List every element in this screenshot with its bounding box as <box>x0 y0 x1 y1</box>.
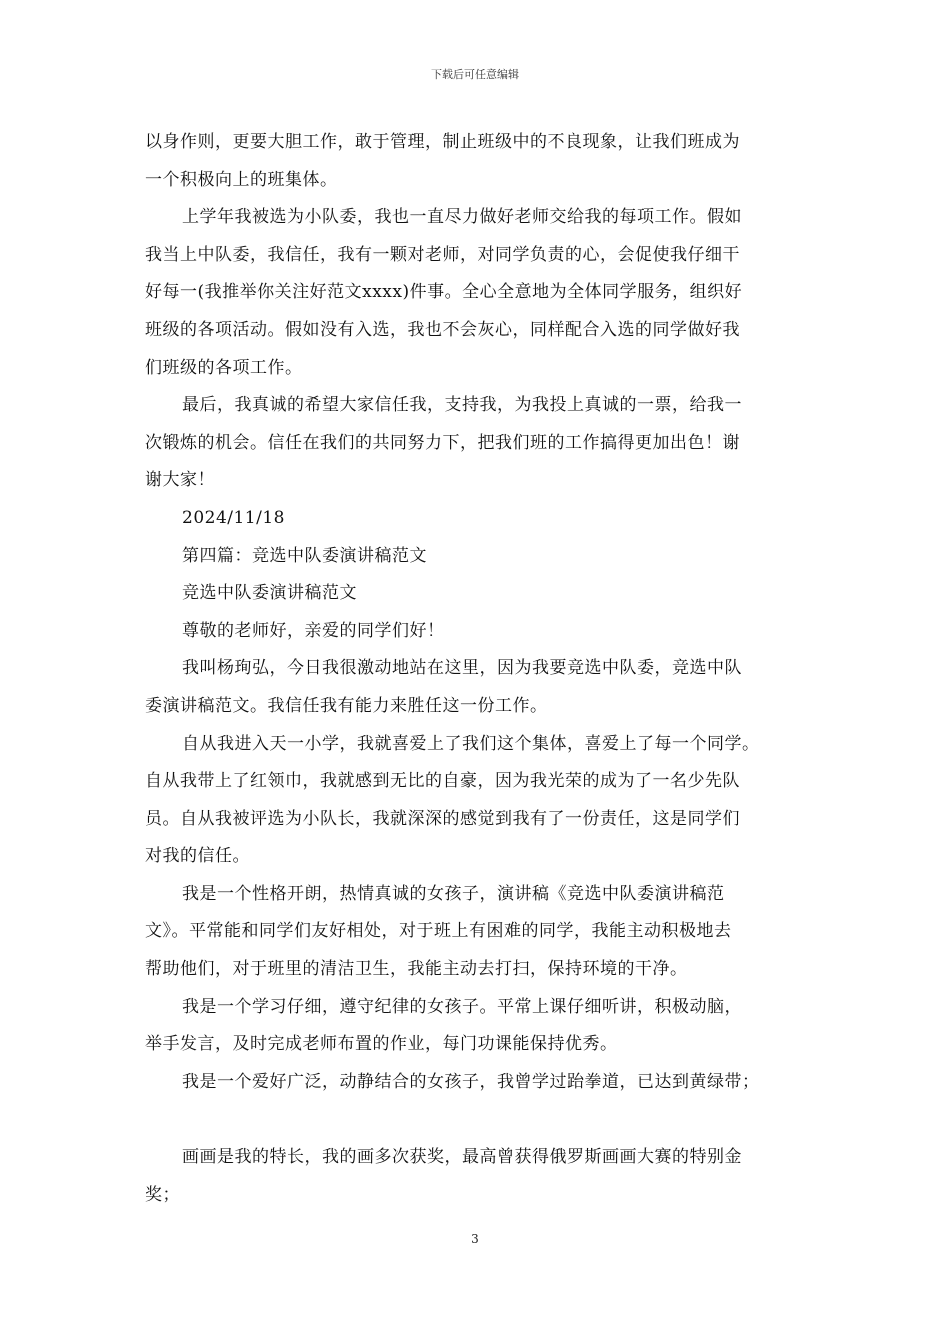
paragraph-line: 奖； <box>145 1184 180 1205</box>
paragraph-line: 我叫杨珣弘，今日我很激动地站在这里，因为我要竞选中队委，竞选中队 <box>182 658 742 679</box>
paragraph-line: 次锻炼的机会。信任在我们的共同努力下，把我们班的工作搞得更加出色！谢 <box>145 432 740 453</box>
paragraph-line: 们班级的各项工作。 <box>145 357 303 378</box>
page-header: 下载后可任意编辑 <box>431 68 519 81</box>
paragraph-line: 自从我进入天一小学，我就喜爱上了我们这个集体，喜爱上了每一个同学。 <box>182 733 760 754</box>
paragraph-line: 上学年我被选为小队委，我也一直尽力做好老师交给我的每项工作。假如 <box>182 207 742 228</box>
paragraph-line: 我当上中队委，我信任，我有一颗对老师，对同学负责的心，会促使我仔细干 <box>145 244 740 265</box>
paragraph-line: 文》。平常能和同学们友好相处，对于班上有困难的同学，我能主动积极地去 <box>145 921 732 942</box>
salutation-line: 尊敬的老师好，亲爱的同学们好！ <box>182 620 445 641</box>
paragraph-line: 一个积极向上的班集体。 <box>145 169 338 190</box>
paragraph-line: 谢大家！ <box>145 470 215 491</box>
paragraph-line: 我是一个爱好广泛，动静结合的女孩子，我曾学过跆拳道，已达到黄绿带； <box>182 1071 760 1092</box>
date-line: 2024/11/18 <box>182 507 285 528</box>
paragraph-gap <box>145 1101 810 1139</box>
paragraph-line: 班级的各项活动。假如没有入选，我也不会灰心，同样配合入选的同学做好我 <box>145 319 740 340</box>
paragraph-line: 好每一(我推举你关注好范文xxxx)件事。全心全意地为全体同学服务，组织好 <box>145 282 743 303</box>
paragraph-line: 委演讲稿范文。我信任我有能力来胜任这一份工作。 <box>145 695 548 716</box>
paragraph-line: 画画是我的特长，我的画多次获奖，最高曾获得俄罗斯画画大赛的特别金 <box>182 1147 742 1168</box>
paragraph-line: 对我的信任。 <box>145 846 250 867</box>
paragraph-line: 员。自从我被评选为小队长，我就深深的感觉到我有了一份责任，这是同学们 <box>145 808 740 829</box>
page-number: 3 <box>471 1232 479 1246</box>
article-title: 竞选中队委演讲稿范文 <box>182 583 357 604</box>
paragraph-line: 以身作则，更要大胆工作，敢于管理，制止班级中的不良现象，让我们班成为 <box>145 132 740 152</box>
paragraph-line: 我是一个学习仔细，遵守纪律的女孩子。平常上课仔细听讲，积极动脑， <box>182 996 742 1017</box>
paragraph-line: 我是一个性格开朗，热情真诚的女孩子，演讲稿《竞选中队委演讲稿范 <box>182 883 725 904</box>
document-body <box>145 124 810 1214</box>
paragraph-line: 最后，我真诚的希望大家信任我，支持我，为我投上真诚的一票，给我一 <box>182 395 742 416</box>
paragraph-line: 帮助他们，对于班里的清洁卫生，我能主动去打扫，保持环境的干净。 <box>145 959 688 980</box>
paragraph-line: 举手发言，及时完成老师布置的作业，每门功课能保持优秀。 <box>145 1034 618 1055</box>
section-heading: 第四篇：竞选中队委演讲稿范文 <box>182 545 427 566</box>
paragraph-line: 自从我带上了红领巾，我就感到无比的自豪，因为我光荣的成为了一名少先队 <box>145 771 740 792</box>
